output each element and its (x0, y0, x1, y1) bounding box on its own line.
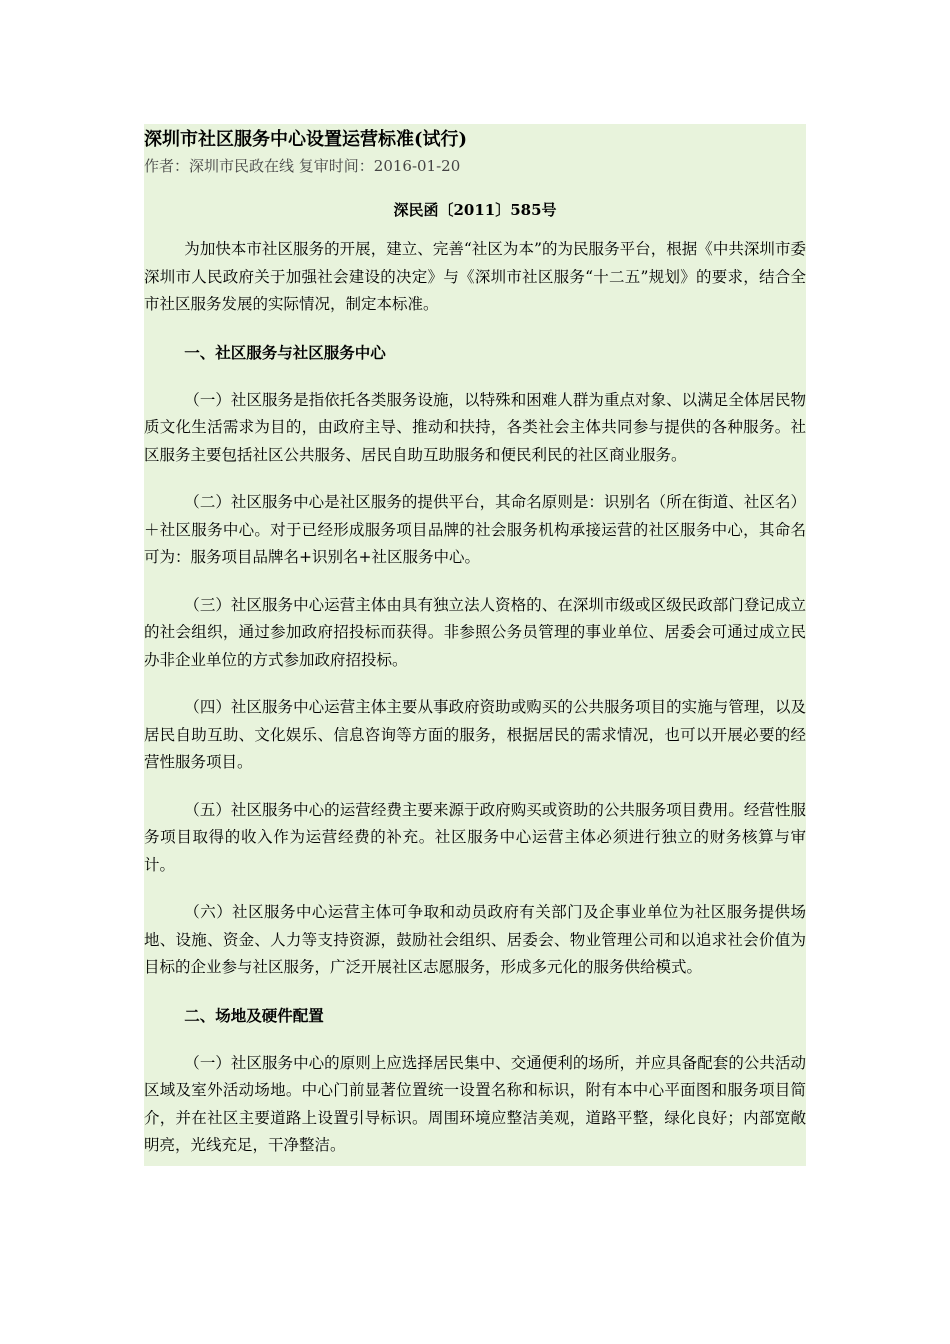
section-heading: 二、场地及硬件配置 (184, 1005, 324, 1025)
section-paragraph: （一）社区服务中心的原则上应选择居民集中、交通便利的场所，并应具备配套的公共活动区域及室外活动场地。中心门前显著位置统一设置名称和标识，附有本中心平面图和服务项目简介，并在社区主要道路上设置引导标识。周围环境应整洁美观，道路平整，绿化良好；内部宽敞明亮，光线充足，干净整洁。 (144, 1053, 806, 1154)
document-title: 深圳市社区服务中心设置运营标准(试行) (144, 129, 468, 150)
section-paragraph: （五）社区服务中心的运营经费主要来源于政府购买或资助的公共服务项目费用。经营性服务项目取得的收入作为运营经费的补充。社区服务中心运营主体必须进行独立的财务核算与审计。 (144, 800, 806, 874)
section-paragraph: （三）社区服务中心运营主体由具有独立法人资格的、在深圳市级或区级民政部门登记成立的社会组织，通过参加政府招投标而获得。非参照公务员管理的事业单位、居委会可通过成立民办非企业单位的方式参加政府招投标。 (144, 595, 806, 669)
document-meta: 作者：深圳市民政在线 复审时间：2016-01-20 (144, 157, 461, 175)
document-body (144, 124, 806, 1166)
section-paragraph: （六）社区服务中心运营主体可争取和动员政府有关部门及企事业单位为社区服务提供场地、设施、资金、人力等支持资源，鼓励社会组织、居委会、物业管理公司和以追求社会价值为目标的企业参与社区服务，广泛开展社区志愿服务，形成多元化的服务供给模式。 (144, 903, 806, 976)
section-heading: 一、社区服务与社区服务中心 (184, 342, 386, 362)
intro-paragraph: 为加快本市社区服务的开展，建立、完善“社区为本”的为民服务平台，根据《中共深圳市委深圳市人民政府关于加强社会建设的决定》与《深圳市社区服务“十二五”规划》的要求，结合全市社区服务发展的实际情况，制定本标准。 (144, 240, 806, 313)
section-paragraph: （一）社区服务是指依托各类服务设施，以特殊和困难人群为重点对象、以满足全体居民物质文化生活需求为目的，由政府主导、推动和扶持，各类社会主体共同参与提供的各种服务。社区服务主要包括社区公共服务、居民自助互助服务和便民利民的社区商业服务。 (144, 390, 806, 464)
section-paragraph: （二）社区服务中心是社区服务的提供平台，其命名原则是：识别名（所在街道、社区名）＋社区服务中心。对于已经形成服务项目品牌的社会服务机构承接运营的社区服务中心，其命名可为：服务项目品牌名+识别名+社区服务中心。 (144, 493, 806, 566)
document-reference-number: 深民函〔2011〕585号 (393, 201, 557, 219)
section-paragraph: （四）社区服务中心运营主体主要从事政府资助或购买的公共服务项目的实施与管理，以及居民自助互助、文化娱乐、信息咨询等方面的服务，根据居民的需求情况，也可以开展必要的经营性服务项目。 (144, 698, 806, 771)
